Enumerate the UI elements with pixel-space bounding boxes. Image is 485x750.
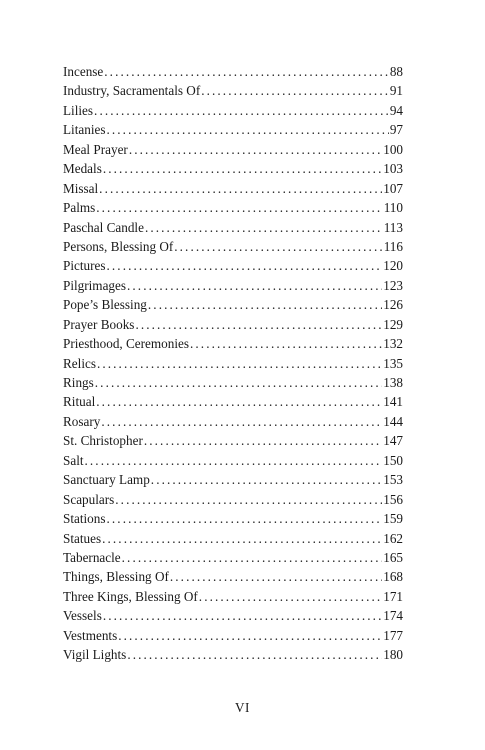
toc-entry xyxy=(63,529,403,548)
dot-leader xyxy=(145,218,383,237)
toc-entry-page: 147 xyxy=(383,433,403,449)
toc-entry-page: 180 xyxy=(383,647,403,663)
toc-entry xyxy=(63,159,403,178)
dot-leader xyxy=(118,626,382,645)
toc-entry-title: Paschal Candle xyxy=(63,219,144,235)
toc-entry-page: 168 xyxy=(383,569,403,585)
toc-entry xyxy=(63,509,403,528)
dot-leader xyxy=(151,470,382,489)
toc-entry xyxy=(63,645,403,664)
dot-leader xyxy=(107,509,383,528)
dot-leader xyxy=(107,256,383,275)
dot-leader xyxy=(97,354,382,373)
toc-entry-title: Scapulars xyxy=(63,491,115,507)
toc-entry xyxy=(63,81,403,100)
toc-entry-title: Salt xyxy=(63,452,84,468)
toc-entry-title: Meal Prayer xyxy=(63,141,128,157)
toc-entry-page: 177 xyxy=(383,627,403,643)
toc-entry xyxy=(63,354,403,373)
dot-leader xyxy=(85,451,383,470)
toc-entry-page: 144 xyxy=(383,413,403,429)
toc-entry-title: Palms xyxy=(63,200,96,216)
toc-entry-title: Litanies xyxy=(63,122,106,138)
dot-leader xyxy=(95,373,382,392)
dot-leader xyxy=(103,159,382,178)
dot-leader xyxy=(103,606,382,625)
toc-entry xyxy=(63,101,403,120)
dot-leader xyxy=(135,315,382,334)
toc-entry-page: 94 xyxy=(389,102,403,118)
dot-leader xyxy=(190,334,382,353)
toc-entry-title: Tabernacle xyxy=(63,549,121,565)
toc-entry xyxy=(63,218,403,237)
toc-entry xyxy=(63,606,403,625)
toc-entry xyxy=(63,470,403,489)
dot-leader xyxy=(199,587,382,606)
toc-entry-page: 141 xyxy=(383,394,403,410)
toc-entry-page: 129 xyxy=(383,316,403,332)
toc-entry-page: 132 xyxy=(383,336,403,352)
toc-entry-title: Pilgrimages xyxy=(63,277,127,293)
toc-entry-page: 135 xyxy=(383,355,403,371)
toc-entry-title: Industry, Sacramentals Of xyxy=(63,83,201,99)
dot-leader xyxy=(102,529,382,548)
toc-entry xyxy=(63,237,403,256)
toc-entry xyxy=(63,179,403,198)
dot-leader xyxy=(127,645,382,664)
toc-entry-page: 165 xyxy=(383,549,403,565)
toc-entry-page: 138 xyxy=(383,375,403,390)
toc-entry xyxy=(63,334,403,353)
toc-entry xyxy=(63,140,403,159)
toc-entry-title: Statues xyxy=(63,530,102,546)
dot-leader xyxy=(96,392,382,411)
toc-entry-page: 162 xyxy=(383,530,403,546)
toc-entry-title: Three Kings, Blessing Of xyxy=(63,588,198,604)
dot-leader xyxy=(99,179,382,198)
dot-leader xyxy=(115,490,382,509)
toc-entry-title: Rings xyxy=(63,375,94,390)
toc-entry-page: 171 xyxy=(383,588,403,604)
dot-leader xyxy=(201,81,389,100)
toc-entry-title: Vestments xyxy=(63,627,118,643)
toc-entry-title: Vessels xyxy=(63,608,102,624)
toc-entry-title: St. Christopher xyxy=(63,433,143,449)
toc-entry-page: 150 xyxy=(383,452,403,468)
toc-entry xyxy=(63,412,403,431)
toc-entry-title: Missal xyxy=(63,180,99,196)
dot-leader xyxy=(148,295,382,314)
dot-leader xyxy=(106,120,388,139)
toc-entry xyxy=(63,373,403,392)
toc-entry-page: 100 xyxy=(383,141,403,157)
dot-leader xyxy=(170,567,382,586)
toc-entry xyxy=(63,490,403,509)
dot-leader xyxy=(144,431,382,450)
toc-entry xyxy=(63,548,403,567)
toc-entry-page: 113 xyxy=(383,219,403,235)
toc-entry xyxy=(63,276,403,295)
toc-entry xyxy=(63,451,403,470)
toc-entry xyxy=(63,392,403,411)
dot-leader xyxy=(122,548,383,567)
toc-entry-page: 120 xyxy=(383,258,403,274)
toc-entry-page: 153 xyxy=(383,472,403,488)
toc-entry xyxy=(63,626,403,645)
toc-entry-title: Ritual xyxy=(63,394,96,410)
toc-entry-page: 123 xyxy=(383,277,403,293)
toc-entry xyxy=(63,295,403,314)
toc-entry-page: 174 xyxy=(383,608,403,624)
toc-entry-page: 103 xyxy=(383,161,403,177)
dot-leader xyxy=(101,412,382,431)
dot-leader xyxy=(129,140,382,159)
toc-entry xyxy=(63,198,403,217)
toc-entry xyxy=(63,567,403,586)
toc-entry-title: Medals xyxy=(63,161,102,177)
toc-entry-page: 116 xyxy=(383,238,403,254)
toc-entry xyxy=(63,587,403,606)
toc-entry-title: Vigil Lights xyxy=(63,647,127,663)
toc-entry-title: Pictures xyxy=(63,258,106,274)
toc-entry-title: Stations xyxy=(63,511,106,527)
toc-entry xyxy=(63,62,403,81)
dot-leader xyxy=(174,237,382,256)
toc-entry-page: 126 xyxy=(383,297,403,313)
dot-leader xyxy=(96,198,382,217)
toc-entry xyxy=(63,315,403,334)
toc-entry-page: 97 xyxy=(389,122,403,138)
toc-entry-page: 91 xyxy=(389,83,403,99)
toc-entry-title: Prayer Books xyxy=(63,316,135,332)
toc-entry-title: Pope’s Blessing xyxy=(63,297,147,313)
dot-leader xyxy=(127,276,382,295)
toc-entry-title: Sanctuary Lamp xyxy=(63,472,150,488)
toc-entry-title: Relics xyxy=(63,355,96,371)
toc-entry-title: Things, Blessing Of xyxy=(63,569,169,585)
toc-entry-page: 88 xyxy=(389,64,403,79)
toc-entry xyxy=(63,431,403,450)
toc-entry-title: Rosary xyxy=(63,413,101,429)
toc-entry-title: Lilies xyxy=(63,102,94,118)
toc-entry xyxy=(63,120,403,139)
table-of-contents xyxy=(63,62,403,665)
toc-entry-page: 159 xyxy=(383,511,403,527)
toc-entry-page: 110 xyxy=(383,200,403,216)
toc-entry-title: Persons, Blessing Of xyxy=(63,238,174,254)
toc-entry-title: Incense xyxy=(63,64,104,79)
toc-entry-title: Priesthood, Ceremonies xyxy=(63,336,189,352)
toc-entry xyxy=(63,256,403,275)
dot-leader xyxy=(94,101,389,120)
dot-leader xyxy=(104,62,389,81)
page-number: VI xyxy=(235,700,250,715)
toc-entry-page: 156 xyxy=(383,491,403,507)
toc-entry-page: 107 xyxy=(383,180,403,196)
